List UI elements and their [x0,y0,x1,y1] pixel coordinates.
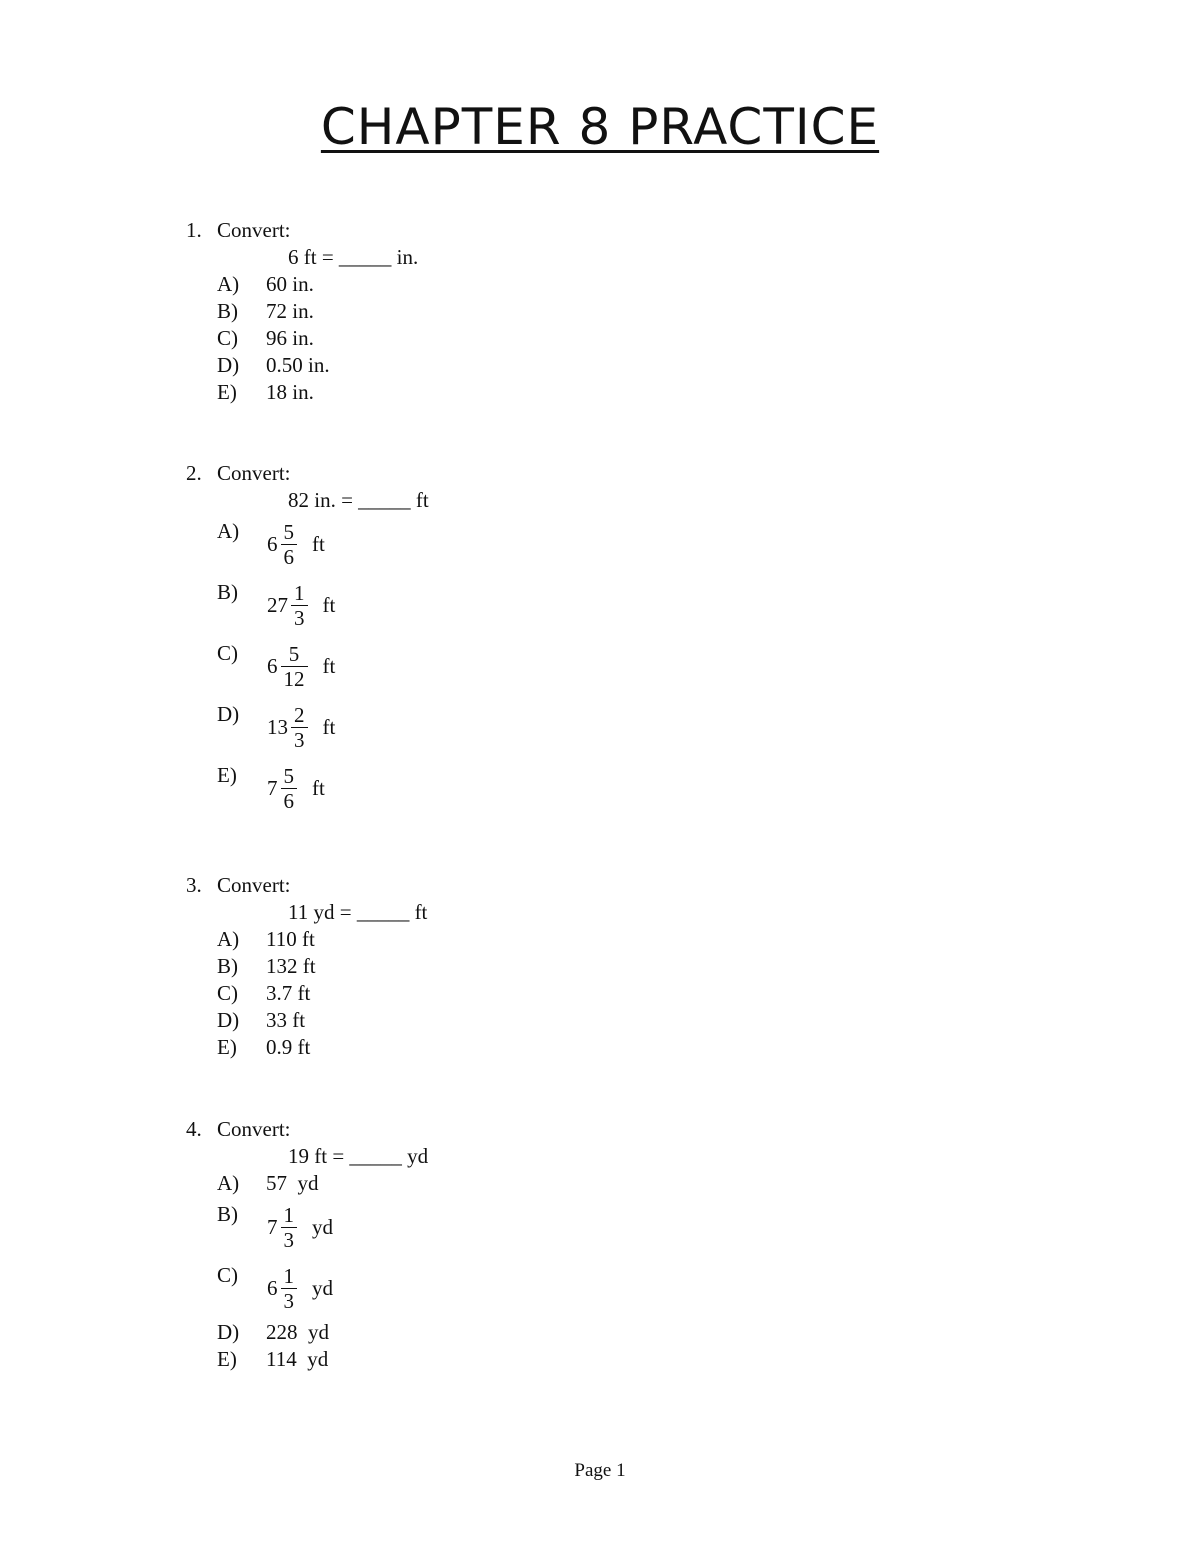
answer-option-c [186,980,786,1007]
option-letter: D) [217,1008,240,1032]
option-letter: A) [217,519,240,543]
answer-option-d [186,352,786,379]
mixed-number [267,1258,333,1319]
mixed-number [267,636,335,697]
question-header [186,460,786,487]
question-2 [186,460,786,819]
numerator: 2 [294,703,305,727]
question-prompt: Convert: [217,1117,291,1141]
fraction [281,1203,298,1252]
denominator: 6 [281,788,298,813]
question-header [186,217,786,244]
answer-option-d [186,1007,786,1034]
answer-option-a [186,271,786,298]
option-text: 114 yd [266,1347,329,1371]
answer-option-b [186,298,786,325]
numerator: 5 [283,764,294,788]
question-problem: 6 ft = _____ in. [288,245,419,269]
answer-option-b [186,1197,786,1258]
mixed-number [267,758,325,819]
numerator: 5 [288,642,300,666]
question-problem: 82 in. = _____ ft [288,488,429,512]
page-number: Page 1 [574,1460,626,1481]
option-letter: B) [217,299,238,323]
fraction [281,764,298,813]
option-text: 0.9 ft [266,1035,311,1059]
answer-option-e [186,379,786,406]
mixed-number [267,697,335,758]
option-text: 132 ft [266,954,316,978]
question-header [186,872,786,899]
unit: ft [312,776,325,800]
unit: ft [322,654,336,678]
option-text: 72 in. [266,299,314,323]
denominator: 6 [281,544,298,569]
denominator: 3 [281,1288,298,1313]
option-letter: C) [217,981,238,1005]
option-text: 33 ft [266,1008,306,1032]
whole-part: 27 [267,593,288,617]
numerator: 5 [283,520,294,544]
option-text: 18 in. [266,380,314,404]
option-letter: B) [217,580,238,604]
option-letter: C) [217,641,238,665]
question-4 [186,1116,786,1373]
whole-part: 7 [267,776,278,800]
fraction [281,1264,298,1313]
fraction [281,520,298,569]
option-text: 57 yd [266,1171,319,1195]
option-letter: E) [217,380,237,404]
option-text: 3.7 ft [266,981,311,1005]
question-number: 3. [186,873,202,897]
question-problem: 11 yd = _____ ft [288,900,428,924]
option-letter: E) [217,1347,237,1371]
option-letter: A) [217,1171,240,1195]
option-letter: E) [217,1035,237,1059]
mixed-number [267,514,325,575]
question-number: 1. [186,218,202,242]
question-3 [186,872,786,1061]
option-letter: A) [217,927,240,951]
option-letter: C) [217,1263,238,1287]
option-text: 60 in. [266,272,314,296]
option-letter: D) [217,702,240,726]
denominator: 3 [281,1227,298,1252]
question-number: 2. [186,461,202,485]
denominator: 3 [291,727,308,752]
option-letter: B) [217,954,238,978]
option-letter: D) [217,1320,240,1344]
question-1 [186,217,786,406]
denominator: 3 [291,605,308,630]
answer-option-b [186,953,786,980]
option-text: 228 yd [266,1320,329,1344]
whole-part: 6 [267,532,278,556]
fraction [291,581,308,630]
unit: yd [312,1215,333,1239]
question-problem: 19 ft = _____ yd [288,1144,429,1168]
page-title [0,92,1200,162]
option-letter: A) [217,272,240,296]
unit: ft [322,715,336,739]
question-header [186,1116,786,1143]
mixed-number [267,575,335,636]
answer-option-d [186,1319,786,1346]
answer-option-e [186,1034,786,1061]
answer-option-b [186,575,786,636]
answer-option-d [186,697,786,758]
option-text: 96 in. [266,326,314,350]
numerator: 1 [283,1203,294,1227]
answer-option-e [186,1346,786,1373]
option-letter: D) [217,353,240,377]
answer-option-c [186,1258,786,1319]
numerator: 1 [294,581,305,605]
question-prompt: Convert: [217,461,291,485]
option-text: 0.50 in. [266,353,330,377]
question-prompt: Convert: [217,218,291,242]
denominator: 12 [281,666,308,691]
whole-part: 6 [267,1276,278,1300]
answer-option-c [186,325,786,352]
question-number: 4. [186,1117,202,1141]
option-letter: E) [217,763,237,787]
fraction [281,642,308,691]
fraction [291,703,308,752]
numerator: 1 [283,1264,294,1288]
mixed-number [267,1197,333,1258]
unit: ft [322,593,336,617]
page-title-text: CHAPTER 8 PRACTICE [320,98,880,156]
whole-part: 13 [267,715,288,739]
answer-option-e [186,758,786,819]
answer-option-a [186,926,786,953]
answer-option-a [186,1170,786,1197]
answer-option-a [186,514,786,575]
option-text: 110 ft [266,927,315,951]
question-prompt: Convert: [217,873,291,897]
option-letter: C) [217,326,238,350]
whole-part: 7 [267,1215,278,1239]
answer-option-c [186,636,786,697]
option-letter: B) [217,1202,238,1226]
unit: yd [312,1276,333,1300]
whole-part: 6 [267,654,278,678]
unit: ft [312,532,325,556]
